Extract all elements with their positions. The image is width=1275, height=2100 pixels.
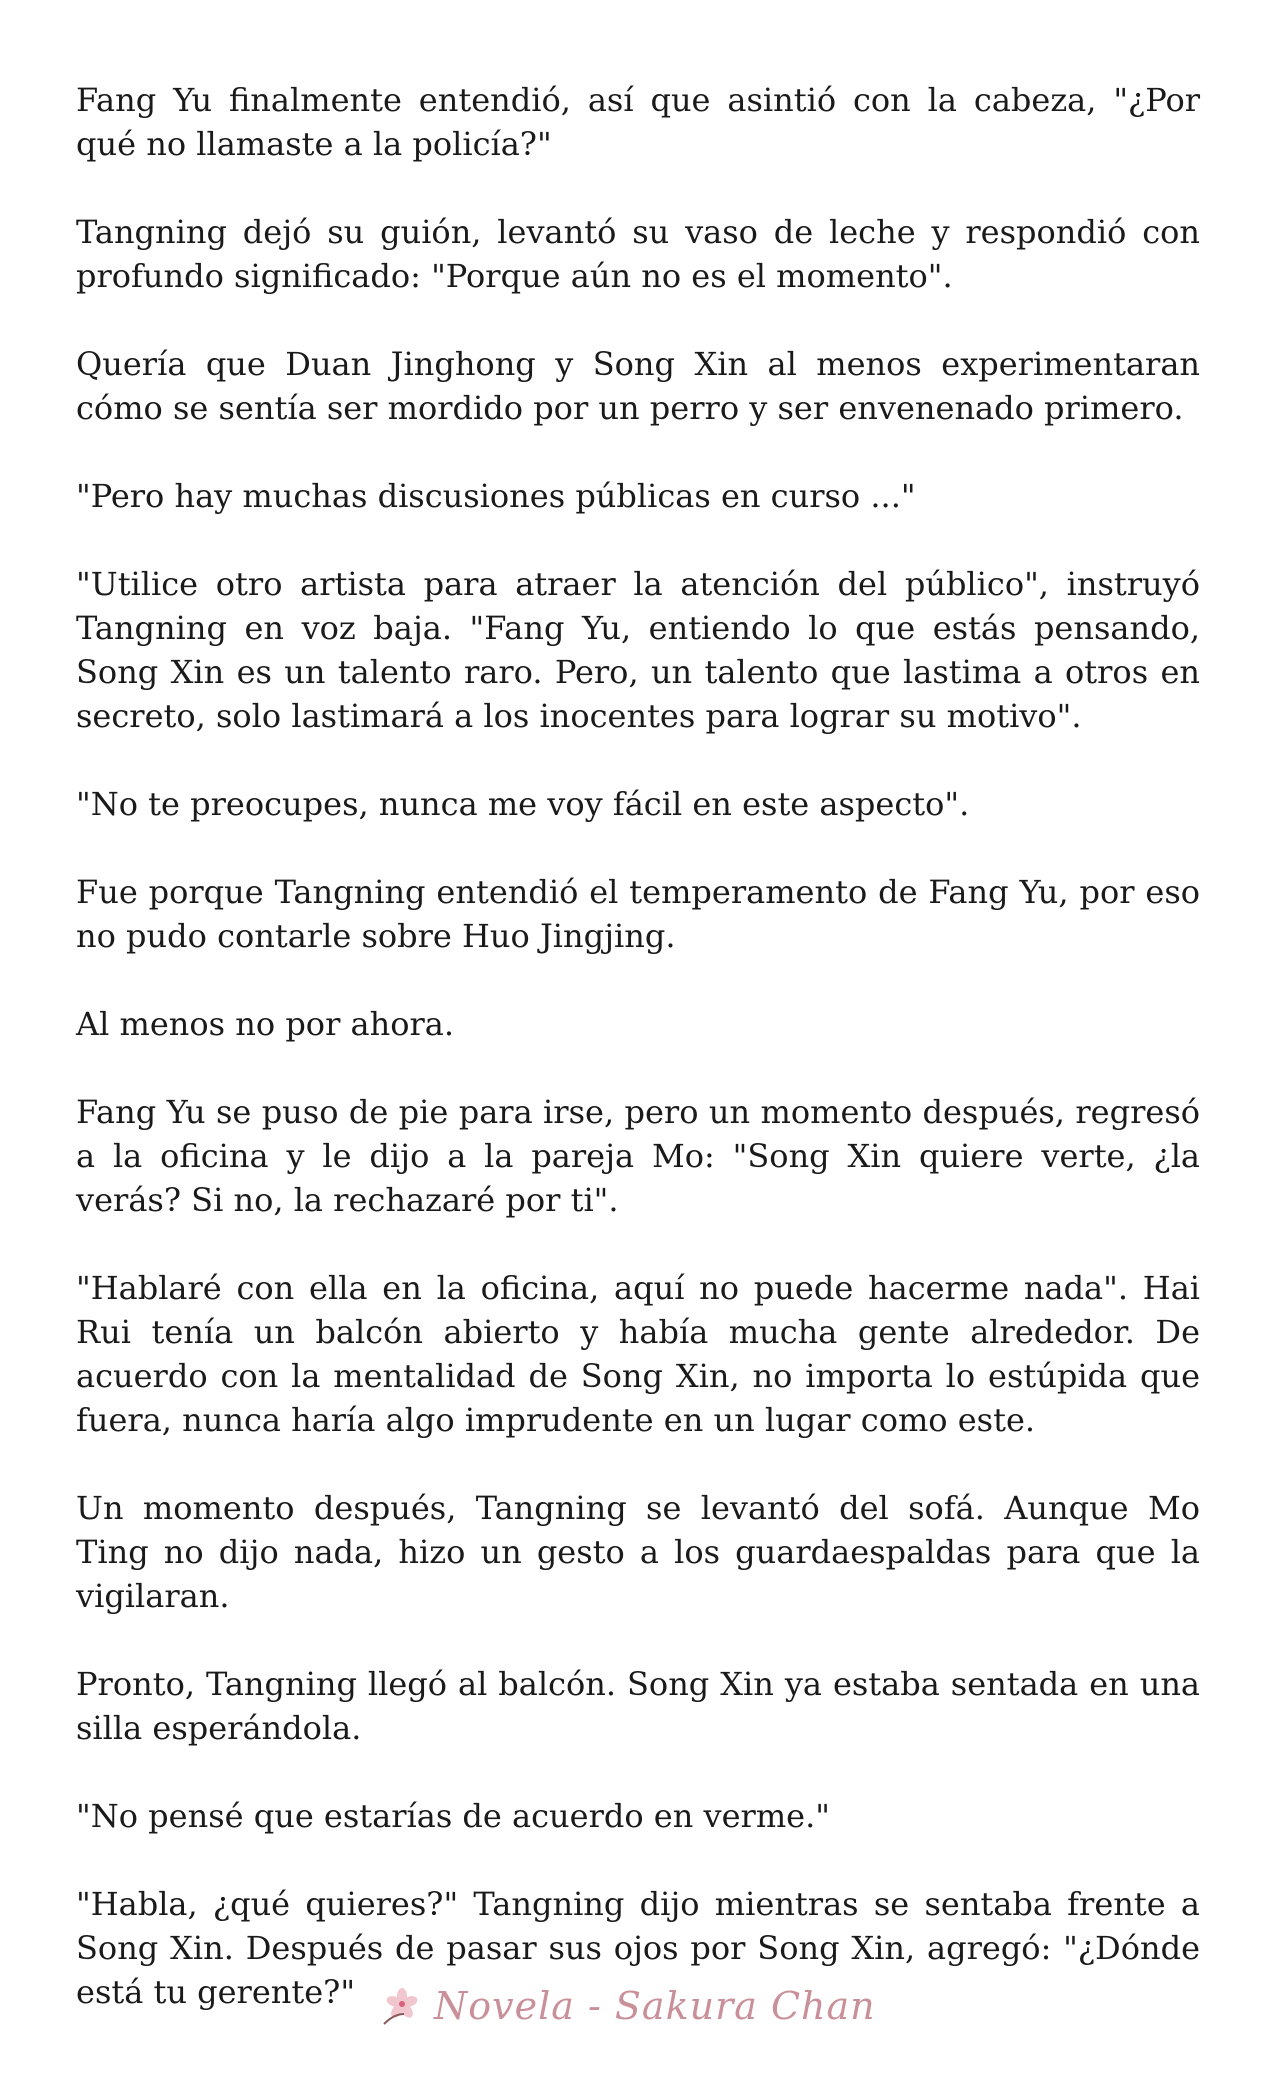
paragraph: "No te preocupes, nunca me voy fácil en este aspecto". [76,785,970,823]
cherry-blossom-icon [380,1984,424,2028]
paragraph: "Hablaré con ella en la oficina, aquí no puede hacerme nada". Hai Rui tenía un balcón abierto y había mucha gente alrededor. De acuerdo con la mentalidad de Song Xin, no importa lo estúpida que fuera, nunca haría algo imprudente en un lugar como este. [76,1269,1200,1439]
paragraph: Fue porque Tangning entendió el temperamento de Fang Yu, por eso no pudo contarle sobre Huo Jingjing. [76,873,1200,955]
paragraph: "No pensé que estarías de acuerdo en verme." [76,1797,830,1835]
paragraph: "Utilice otro artista para atraer la atención del público", instruyó Tangning en voz baja. "Fang Yu, entiendo lo que estás pensando, Song Xin es un talento raro. Pero, un talento que lastima a otros en secreto, solo lastimará a los inocentes para lograr su motivo". [76,565,1200,735]
watermark [380,1978,900,2034]
paragraph: Fang Yu finalmente entendió, así que asintió con la cabeza, "¿Por qué no llamaste a la policía?" [76,81,1200,163]
paragraph: Quería que Duan Jinghong y Song Xin al menos experimentaran cómo se sentía ser mordido por un perro y ser envenenado primero. [76,345,1200,427]
watermark-text: Novela - Sakura Chan [434,1984,876,2028]
paragraph: "Pero hay muchas discusiones públicas en curso ..." [76,477,916,515]
chapter-text [76,78,1200,2058]
paragraph: "Habla, ¿qué quieres?" Tangning dijo mientras se sentaba frente a Song Xin. Después de pasar sus ojos por Song Xin, agregó: "¿Dónde está tu gerente?" [76,1885,1200,2011]
paragraph: Tangning dejó su guión, levantó su vaso de leche y respondió con profundo significado: "Porque aún no es el momento". [76,213,1200,295]
paragraph: Pronto, Tangning llegó al balcón. Song Xin ya estaba sentada en una silla esperándola. [76,1665,1200,1747]
paragraph: Fang Yu se puso de pie para irse, pero un momento después, regresó a la oficina y le dijo a la pareja Mo: "Song Xin quiere verte, ¿la verás? Si no, la rechazaré por ti". [76,1093,1200,1219]
paragraph: Un momento después, Tangning se levantó del sofá. Aunque Mo Ting no dijo nada, hizo un gesto a los guardaespaldas para que la vigilaran. [76,1489,1200,1615]
paragraph: Al menos no por ahora. [76,1005,455,1043]
